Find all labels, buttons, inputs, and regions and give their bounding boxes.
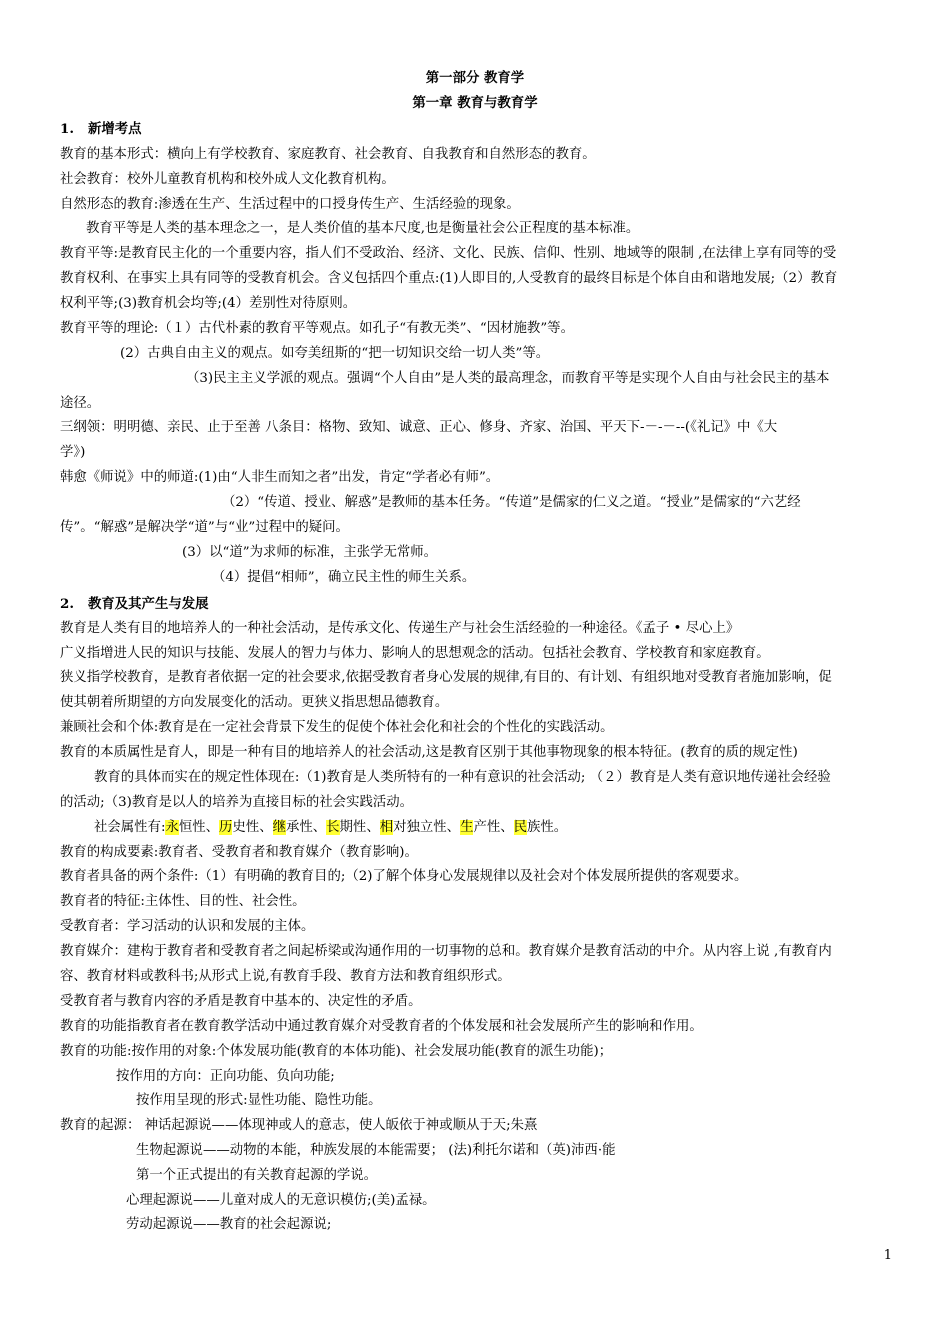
paragraph-line: 教育权利、在事实上具有同等的受教育机会。含义包括四个重点:(1)人即目的,人受教育的最终目标是个体自由和谐地发展;（2）教育 — [60, 271, 838, 286]
paragraph-line: 广义指增进人民的知识与技能、发展人的智力与体力、影响人的思想观念的活动。包括社会教育、学校教育和家庭教育。 — [60, 646, 770, 661]
paragraph-line: 教育平等是人类的基本理念之一，是人类价值的基本尺度,也是衡量社会公正程度的基本标准。 — [86, 221, 640, 236]
paragraph-line: 学》) — [60, 445, 86, 460]
part-title: 第一部分 教育学 — [425, 70, 525, 86]
paragraph-line: 使其朝着所期望的方向发展变化的活动。更狭义指思想品德教育。 — [60, 695, 449, 710]
chapter-title: 第一章 教育与教育学 — [412, 95, 538, 111]
paragraph-line: 教育的基本形式：横向上有学校教育、家庭教育、社会教育、自我教育和自然形态的教育。 — [60, 147, 596, 162]
paragraph-line: 教育的具体而实在的规定性体现在:（1)教育是人类所特有的一种有意识的社会活动; （２）教育是人类有意识地传递社会经验 — [94, 770, 831, 785]
paragraph-line: 劳动起源说——教育的社会起源说; — [126, 1217, 332, 1232]
social-attributes-line: 社会属性有:永恒性、历史性、继承性、长期性、相对独立性、生产性、民族性。 — [94, 820, 568, 835]
paragraph-line: 社会教育：校外儿童教育机构和校外成人文化教育机构。 — [60, 172, 395, 187]
paragraph-line: 教育的功能指教育者在教育教学活动中通过教育媒介对受教育者的个体发展和社会发展所产生的影响和作用。 — [60, 1019, 703, 1034]
paragraph-line: 教育是人类有目的地培养人的一种社会活动，是传承文化、传递生产与社会生活经验的一种途径。《孟子 • 尽心上》 — [60, 621, 740, 636]
paragraph-line: 传”。“解惑”是解决学“道”与“业”过程中的疑问。 — [60, 520, 349, 535]
paragraph-line: 教育平等的理论:（１）古代朴素的教育平等观点。如孔子“有教无类”、“因材施教”等。 — [60, 321, 574, 336]
paragraph-line: (2）古典自由主义的观点。如夸美纽斯的“把一切知识交给一切人类”等。 — [120, 346, 550, 361]
section-heading: 2. 教育及其产生与发展 — [60, 596, 209, 612]
paragraph-line: 容、教育材料或教科书;从形式上说,有教育手段、教育方法和教育组织形式。 — [60, 969, 511, 984]
paragraph-line: (3）以“道”为求师的标准，主张学无常师。 — [182, 545, 438, 560]
paragraph-line: 生物起源说——动物的本能，种族发展的本能需要； (法)利托尔诺和（英)沛西·能 — [136, 1143, 616, 1158]
paragraph-line: 教育者的特征:主体性、目的性、社会性。 — [60, 894, 306, 909]
paragraph-line: 按作用呈现的形式:显性功能、隐性功能。 — [136, 1093, 382, 1108]
paragraph-line: 三纲领：明明德、亲民、止于至善 八条目：格物、致知、诚意、正心、修身、齐家、治国、平天下-－-－--(《礼记》中《大 — [60, 420, 778, 435]
paragraph-line: 自然形态的教育:渗透在生产、生活过程中的口授身传生产、生活经验的现象。 — [60, 197, 520, 212]
paragraph-line: 教育者具备的两个条件:（1）有明确的教育目的;（2)了解个体身心发展规律以及社会对个体发展所提供的客观要求。 — [60, 869, 748, 884]
paragraph-line: （2）“传道、授业、解惑”是教师的基本任务。“传道”是儒家的仁义之道。“授业”是儒家的“六艺经 — [222, 495, 801, 510]
paragraph-line: 按作用的方向：正向功能、负向功能; — [116, 1069, 335, 1084]
paragraph-line: 教育的起源： 神话起源说——体现神或人的意志，使人皈依于神或顺从于天;朱熹 — [60, 1118, 538, 1133]
paragraph-line: 韩愈《师说》中的师道:(1)由“人非生而知之者”出发，肯定“学者必有师”。 — [60, 470, 500, 485]
paragraph-line: 教育媒介：建构于教育者和受教育者之间起桥梁或沟通作用的一切事物的总和。教育媒介是教育活动的中介。从内容上说 ,有教育内 — [60, 944, 832, 959]
paragraph-line: 权利平等;(3)教育机会均等;(4）差别性对待原则。 — [60, 296, 357, 311]
paragraph-line: 教育平等:是教育民主化的一个重要内容，指人们不受政治、经济、文化、民族、信仰、性别、地域等的限制 ,在法律上享有同等的受 — [60, 246, 837, 261]
page-number: 1 — [883, 1248, 892, 1263]
paragraph-line: 兼顾社会和个体:教育是在一定社会背景下发生的促使个体社会化和社会的个性化的实践活动。 — [60, 720, 614, 735]
section-heading: 1. 新增考点 — [60, 121, 142, 137]
paragraph-line: 教育的本质属性是育人，即是一种有目的地培养人的社会活动,这是教育区别于其他事物现象的根本特征。(教育的质的规定性) — [60, 745, 798, 760]
paragraph-line: 受教育者与教育内容的矛盾是教育中基本的、决定性的矛盾。 — [60, 994, 422, 1009]
paragraph-line: 心理起源说——儿童对成人的无意识模仿;(美)孟禄。 — [126, 1193, 436, 1208]
paragraph-line: 第一个正式提出的有关教育起源的学说。 — [136, 1168, 378, 1183]
paragraph-line: 狭义指学校教育，是教育者依据一定的社会要求,依据受教育者身心发展的规律,有目的、有计划、有组织地对受教育者施加影响，促 — [60, 670, 832, 685]
paragraph-line: （4）提倡“相师”，确立民主性的师生关系。 — [212, 570, 476, 585]
paragraph-line: 教育的功能:按作用的对象:个体发展功能(教育的本体功能)、社会发展功能(教育的派生功能)； — [60, 1044, 613, 1059]
paragraph-line: 途径。 — [60, 396, 101, 411]
paragraph-line: 教育的构成要素:教育者、受教育者和教育媒介（教育影响)。 — [60, 845, 418, 860]
paragraph-line: 的活动;（3)教育是以人的培养为直接目标的社会实践活动。 — [60, 795, 414, 810]
paragraph-line: 受教育者：学习活动的认识和发展的主体。 — [60, 919, 315, 934]
paragraph-line: （3)民主主义学派的观点。强调“个人自由”是人类的最高理念，而教育平等是实现个人自由与社会民主的基本 — [186, 371, 830, 386]
